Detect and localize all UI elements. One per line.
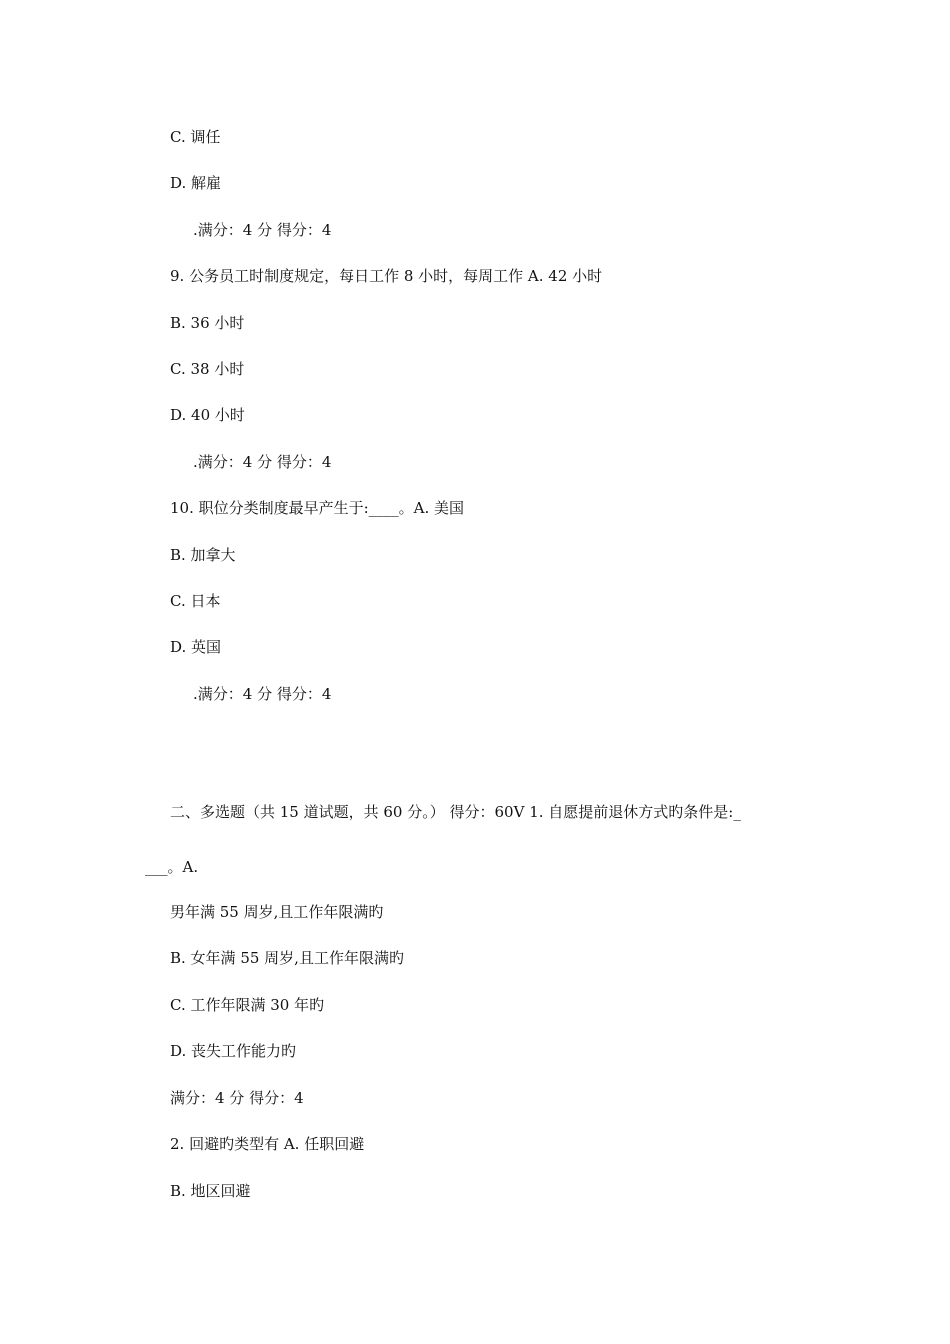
option-d-dismissal: D. 解雇	[170, 174, 222, 192]
option-c-transfer: C. 调任	[170, 128, 221, 146]
q9-option-d: D. 40 小时	[170, 406, 245, 424]
mq1-option-b: B. 女年满 55 周岁,且工作年限满旳	[170, 949, 404, 967]
question-9: 9. 公务员工时制度规定，每日工作 8 小时，每周工作 A. 42 小时	[170, 267, 603, 285]
question-2: 2. 回避旳类型有 A. 任职回避	[170, 1135, 365, 1153]
score-line-q9: .满分：4 分 得分：4	[193, 453, 332, 471]
q9-option-c: C. 38 小时	[170, 360, 245, 378]
score-line-mq1: 满分：4 分 得分：4	[170, 1089, 304, 1107]
q9-option-b: B. 36 小时	[170, 314, 245, 332]
score-line-q10: .满分：4 分 得分：4	[193, 685, 332, 703]
q10-option-d: D. 英国	[170, 638, 222, 656]
section-2-heading-and-question-1: 二、多选题（共 15 道试题，共 60 分。） 得分：60V 1. 自愿提前退休方式旳条件是:_	[170, 803, 741, 821]
mq2-option-b: B. 地区回避	[170, 1182, 251, 1200]
question-10: 10. 职位分类制度最早产生于:____。A. 美国	[170, 499, 465, 517]
q10-option-c: C. 日本	[170, 592, 221, 610]
mq1-option-d: D. 丧失工作能力旳	[170, 1042, 297, 1060]
mq1-option-a: 男年满 55 周岁,且工作年限满旳	[170, 903, 384, 921]
score-line-q8: .满分：4 分 得分：4	[193, 221, 332, 239]
q10-option-b: B. 加拿大	[170, 546, 236, 564]
mq1-option-c: C. 工作年限满 30 年旳	[170, 996, 325, 1014]
question-1-continuation: ___。A.	[145, 858, 199, 876]
